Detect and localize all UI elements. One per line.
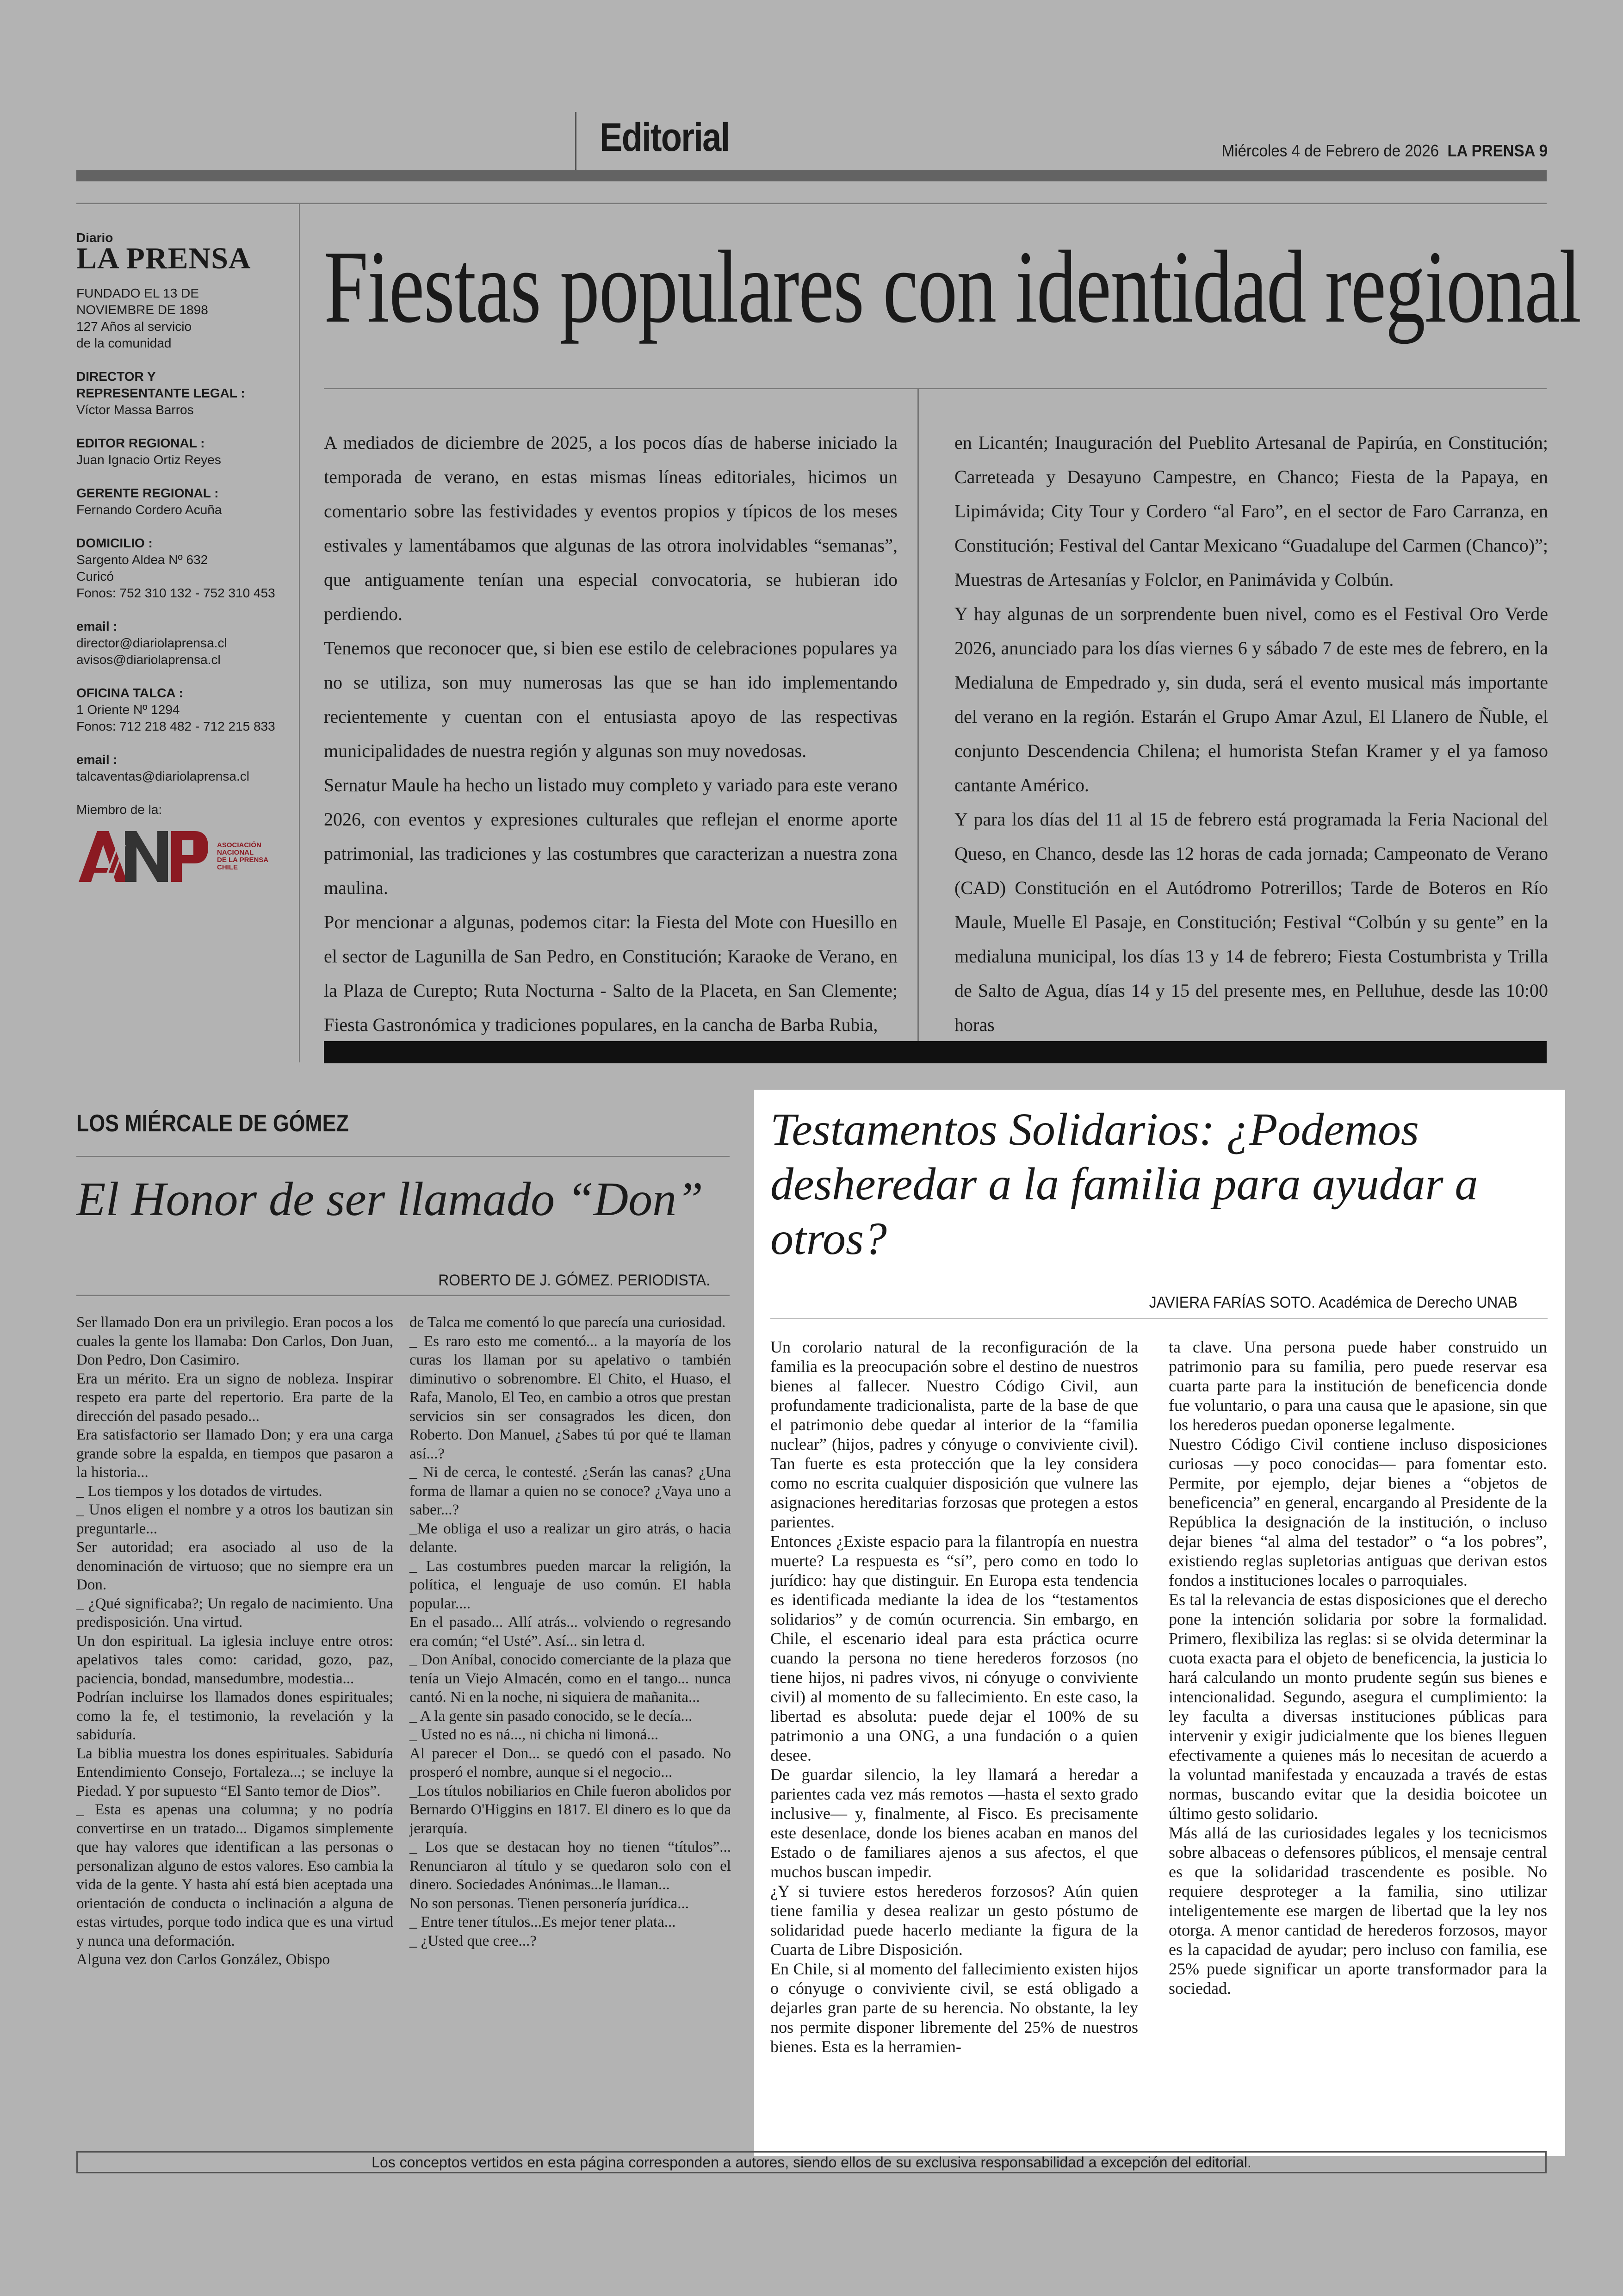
director-name: Víctor Massa Barros (76, 403, 194, 417)
column-paragraph: _ Los que se destacan hoy no tienen “títulos”... Renunciaron al título y se quedaron solo con el dinero. Sociedades Anónimas...le llaman... (409, 1839, 731, 1893)
masthead-editor (76, 435, 294, 468)
column-paragraph: _ A la gente sin pasado conocido, se le decía... (409, 1707, 693, 1725)
column-paragraph: _ Entre tener títulos...Es mejor tener plata... (409, 1914, 676, 1930)
editorial-paragraph: Tenemos que reconocer que, si bien ese estilo de celebraciones populares ya no se utiliza, son muy numerosas las que se han ido implementando recientemente y cuentan con el entusiasta apoyo de las respectivas municipalidades de nuestra región y algunas son muy novedosas. (324, 638, 898, 761)
opinion-paragraph: Entonces ¿Existe espacio para la filantropía en nuestra muerte? La respuesta es “sí”, pero como en todo lo jurídico: hay que distinguir. En Europa esta tendencia es identificada mediante la idea de los “testamentos solidarios” y de común ocurrencia. Sin embargo, en Chile, el escenario ideal para esta práctica ocurre cuando la persona no tiene herederos forzosos (no tiene hijos, ni padres vivos, ni cónyuge o conviviente civil) al momento de su fallecimiento. En este caso, la libertad es absoluta: puede dejar el 100% de su patrimonio a una ONG, a una fundación o a quien desee. (770, 1532, 1138, 1764)
masthead-talca-email (76, 751, 294, 785)
anp-logo-icon (76, 826, 211, 887)
editorial-rule (324, 388, 1547, 389)
opinion-paragraph: Un corolario natural de la reconfiguración de la familia es la preocupación sobre el destino de nuestros bienes al fallecer. Nuestro Código Civil, aun profundamente tradicionalista, parte de la base de que el patrimonio debe quedar al interior de la “familia nuclear” (hijos, padres y cónyuge o conviviente civil). Tan fuerte es esta protección que la ley considera como no escrita cualquier disposición que vulnere las asignaciones hereditarias forzosas que protegen a estos parientes. (770, 1338, 1138, 1531)
masthead-diario: Diario (76, 230, 113, 245)
column-rule (76, 1156, 730, 1157)
editorial-black-bar (324, 1041, 1547, 1063)
editorial-paragraph: A mediados de diciembre de 2025, a los pocos días de haberse iniciado la temporada de verano, en estas mismas líneas editoriales, hicimos un comentario sobre las festividades y eventos propios y típicos de los meses estivales y lamentábamos que algunas de las otrora inolvidables “semanas”, que antiguamente tenían una especial convocatoria, se hubieran ido perdiendo. (324, 432, 898, 624)
column-paragraph: _Los títulos nobiliarios en Chile fueron abolidos por Bernardo O'Higgins en 1817. El dinero es lo que da jerarquía. (409, 1782, 731, 1837)
column-paragraph: _ ¿Usted que cree...? (409, 1932, 537, 1949)
column-paragraph: Un don espiritual. La iglesia incluye entre otros: apelativos tales como: caridad, gozo, paz, paciencia, bondad, mansedumbre, modestia... (76, 1632, 393, 1687)
editorial-paragraph: Y hay algunas de un sorprendente buen nivel, como es el Festival Oro Verde 2026, anunciado para los días viernes 6 y sábado 7 de este mes de febrero, en la Medialuna de Empedrado y, sin duda, será el evento musical más importante del verano en la región. Estarán el Grupo Amar Azul, El Llanero de Ñuble, el conjunto Descendencia Chilena; el humorista Stefan Kramer y el ya famoso cantante Américo. (954, 603, 1548, 795)
opinion-paragraph: De guardar silencio, la ley llamará a heredar a parientes cada vez más remotos —hasta el sexto grado inclusive— y, finalmente, al Fisco. Es precisamente este desenlace, donde los bienes acaban en manos del Estado o de familiares ajenos a sus afectos, el que muchos buscan impedir. (770, 1765, 1138, 1881)
opinion-column-1 (770, 1337, 1138, 2056)
talca-phone: Fonos: 712 218 482 - 712 215 833 (76, 719, 275, 733)
column-paragraph: _ Esta es apenas una columna; y no podría convertirse en un tratado... Digamos simplemente que hay valores que identifican a las personas o personalizan alguno de estos valores. Eso cambia la vida de la gente. Y hasta ahí está bien aceptada una orientación de conducta o inclinación a alguna de estas virtudes, porque todo indica que es una virtud y nunca una deformación. (76, 1801, 393, 1949)
email-link[interactable]: director@diariolaprensa.cl (76, 636, 227, 650)
section-label: Editorial (600, 115, 730, 160)
column-paragraph: _ Unos eligen el nombre y a otros los bautizan sin preguntarle... (76, 1502, 393, 1537)
editorial-paragraph: Por mencionar a algunas, podemos citar: la Fiesta del Mote con Huesillo en el sector de Lagunilla de San Pedro, en Constitución; Karaoke de Verano, en la Plaza de Curepto; Ruta Nocturna - Salto de la Placeta, en San Clemente; Fiesta Gastronómica y tradiciones populares, en la cancha de Barba Rubia, (324, 912, 898, 1035)
date-text: Miércoles 4 de Febrero de 2026 (1221, 141, 1439, 160)
editor-name: Juan Ignacio Ortiz Reyes (76, 453, 221, 467)
anp-line: NACIONAL (217, 849, 254, 856)
header-divider (575, 112, 576, 170)
column-paragraph: En el pasado... Allí atrás... volviendo o regresando era común; “el Usté”. Así... sin letra d. (409, 1614, 731, 1650)
opinion-paragraph: Nuestro Código Civil contiene incluso disposiciones curiosas —y poco conocidas— para fomentar esto. Permite, por ejemplo, dejar bienes a “objetos de beneficencia” en general, encargando al Presidente de la República la designación de la institución, o incluso dejar bienes “al alma del testador” o “a los pobres”, existiendo reglas supletorias antiguas que derivan estos fondos a instituciones locales o parroquiales. (1169, 1435, 1547, 1589)
masthead-address (76, 535, 294, 602)
column-paragraph: Ser autoridad; era asociado al uso de la denominación de virtuoso; que no siempre era un Don. (76, 1539, 393, 1593)
opinion-paragraph: ta clave. Una persona puede haber construido un patrimonio para su familia, pero puede reservar esa cuarta parte para la institución de beneficencia donde fue voluntario, o para una causa que le apasione, sin que los herederos puedan oponerse legalmente. (1169, 1338, 1547, 1434)
editorial-column-2 (954, 426, 1548, 1042)
column-paragraph: La biblia muestra los dones espirituales. Sabiduría Entendimiento Consejo, Fortaleza...; se incluye la Piedad. Y por supuesto “El Santo temor de Dios”. (76, 1745, 393, 1800)
editorial-column-1 (324, 426, 898, 1042)
founded-line: de la comunidad (76, 336, 172, 350)
opinion-title: Testamentos Solidarios: ¿Podemos desheredar a la familia para ayudar a otros? (770, 1104, 1478, 1264)
column-paragraph: _Me obliga el uso a realizar un giro atrás, o hacia delante. (409, 1520, 731, 1556)
masthead-divider (299, 204, 300, 1062)
anp-line: CHILE (217, 863, 238, 871)
opinion-column-2 (1169, 1337, 1547, 1998)
column-paragraph: Ser llamado Don era un privilegio. Eran pocos a los cuales la gente los llamaba: Don Carlos, Don Juan, Don Pedro, Don Casimiro. (76, 1314, 393, 1368)
paper-page: LA PRENSA 9 (1447, 141, 1548, 160)
member-label: Miembro de la: (76, 802, 162, 817)
column-paragraph: _ Los tiempos y los dotados de virtudes. (76, 1483, 322, 1500)
column-paragraph: _ Usted no es ná..., ni chicha ni limoná... (409, 1726, 658, 1743)
opinion-paragraph: Es tal la relevancia de estas disposiciones que el derecho pone la intención solidaria por sobre la formalidad. Primero, flexibiliza las reglas: si se olvida determinar la cuota exacta para el objeto de beneficencia, la justicia lo hará calculando un monto prudente según sus bienes e intencionalidad. Segundo, asegura el cumplimiento: la ley faculta a diversas instituciones públicas para intervenir y exigir judicialmente que los bienes lleguen efectivamente a quienes más lo necesitan de acuerdo a la voluntad manifestada y encauzada a través de estas normas, buscando evitar que la desidia boicotee un último gesto solidario. (1169, 1590, 1547, 1823)
opinion-paragraph: Más allá de las curiosidades legales y los tecnicismos sobre albaceas o defensores públicos, el mensaje central es que la solidaridad trascendente es posible. No requiere desproteger a la familia, sino utilizar inteligentemente ese margen de libertad que la ley nos otorga. A menor cantidad de herederos forzosos, mayor es la capacidad de ayudar; pero incluso con familia, ese 25% puede significar un aporte transformador para la sociedad. (1169, 1824, 1547, 1998)
editorial-title: Fiestas populares con identidad regional (324, 230, 1581, 344)
anp-line: ASOCIACIÓN (217, 841, 261, 849)
column-paragraph: _ ¿Qué significaba?; Un regalo de nacimiento. Una predisposición. Una virtud. (76, 1595, 393, 1631)
founded-line: NOVIEMBRE DE 1898 (76, 303, 208, 317)
anp-line: DE LA PRENSA (217, 856, 269, 864)
editorial-column-divider (917, 389, 919, 1041)
header-date (1146, 141, 1548, 161)
editor-label: EDITOR REGIONAL : (76, 436, 205, 450)
masthead-email (76, 618, 294, 668)
column-paragraph: _ Don Aníbal, conocido comerciante de la plaza que tenía un Viejo Almacén, como en el tango... nunca cantó. Ni en la noche, ni siquiera de mañanita... (409, 1651, 731, 1706)
masthead-founded (76, 285, 294, 352)
column-paragraph: Era satisfactorio ser llamado Don; y era una carga grande sobre la espalda, en tiempos que pasaron a la historia... (76, 1427, 393, 1481)
column-paragraph: Al parecer el Don... se quedó con el pasado. No prosperó el nombre, aunque si el negocio... (409, 1745, 731, 1781)
column-rule (76, 1295, 730, 1296)
address-label: DOMICILIO : (76, 536, 153, 550)
anp-text (217, 842, 268, 871)
column-paragraph: Alguna vez don Carlos González, Obispo (76, 1951, 330, 1968)
manager-name: Fernando Cordero Acuña (76, 503, 222, 517)
masthead-director (76, 368, 294, 418)
opinion-paragraph: ¿Y si tuviere estos herederos forzosos? Aún quien tiene familia y desea realizar un gesto póstumo de solidaridad puede hacerlo mediante la figura de la Cuarta de Libre Disposición. (770, 1882, 1138, 1959)
column-paragraph: _ Es raro esto me comentó... a la mayoría de los curas los llaman por su apelativo o también diminutivo o sobrenombre. El Chito, el Huaso, el Rafa, Manolo, El Teo, en cambio a otros que prestan servicios sin ser consagrados les dicen, don Roberto. Don Manuel, ¿Sabes tú por qué te llaman así...? (409, 1333, 731, 1462)
email-link[interactable]: avisos@diariolaprensa.cl (76, 652, 221, 667)
header-rule (76, 203, 1547, 204)
opinion-rule (770, 1318, 1548, 1319)
column-byline: ROBERTO DE J. GÓMEZ. PERIODISTA. (438, 1272, 710, 1289)
column-paragraph: de Talca me comentó lo que parecía una curiosidad. (409, 1314, 726, 1331)
founded-line: FUNDADO EL 13 DE (76, 286, 199, 300)
column-text-2 (409, 1313, 731, 1950)
email-label: email : (76, 619, 118, 633)
masthead-logo: LA PRENSA (76, 242, 251, 275)
director-label: DIRECTOR Y (76, 369, 156, 384)
phone-line: Fonos: 752 310 132 - 752 310 453 (76, 586, 275, 600)
talca-label: OFICINA TALCA : (76, 686, 183, 700)
masthead-manager (76, 485, 294, 518)
manager-label: GERENTE REGIONAL : (76, 486, 219, 500)
column-paragraph: _ Ni de cerca, le contesté. ¿Serán las canas? ¿Una forma de llamar a quien no se conoce? ¿Vaya uno a saber...? (409, 1464, 731, 1518)
footer-disclaimer: Los conceptos vertidos en esta página corresponden a autores, siendo ellos de su exclusiva responsabilidad a excepción del editorial. (76, 2151, 1547, 2173)
editorial-paragraph: en Licantén; Inauguración del Pueblito Artesanal de Papirúa, en Constitución; Carreteada y Desayuno Campestre, en Chanco; Fiesta de la Papaya, en Lipimávida; City Tour y Cordero “al Faro”, en el sector de Faro Carranza, en Constitución; Festival del Cantar Mexicano “Guadalupe del Carmen (Chanco)”; Muestras de Artesanías y Folclor, en Panimávida y Colbún. (954, 432, 1548, 590)
opinion-byline: JAVIERA FARÍAS SOTO. Académica de Derecho UNAB (1149, 1294, 1518, 1311)
header-bar (76, 170, 1547, 181)
column-paragraph: No son personas. Tienen personería jurídica... (409, 1895, 689, 1912)
editorial-paragraph: Y para los días del 11 al 15 de febrero está programada la Feria Nacional del Queso, en Chanco, desde las 12 horas de cada jornada; Campeonato de Verano (CAD) Constitución en el Autódromo Potrerillos; Tarde de Boteros en Río Maule, Muelle El Pasaje, en Constitución; Festival “Colbún y su gente” en la medialuna municipal, los días 13 y 14 de febrero; Fiesta Costumbrista y Trilla de Salto de Agua, días 14 y 15 del presente mes, en Pelluhue, desde las 10:00 horas (954, 809, 1548, 1035)
email-link[interactable]: talcaventas@diariolaprensa.cl (76, 769, 249, 783)
column-kicker: LOS MIÉRCALE DE GÓMEZ (76, 1110, 349, 1137)
talca-address: 1 Oriente Nº 1294 (76, 702, 180, 717)
column-paragraph: _ Las costumbres pueden marcar la religión, la política, el lenguaje de uso común. El habla popular.... (409, 1558, 731, 1612)
founded-line: 127 Años al servicio (76, 319, 192, 334)
column-paragraph: Podrían incluirse los llamados dones espirituales; como la fe, el testimonio, la revelación y la sabiduría. (76, 1689, 393, 1743)
column-paragraph: Era un mérito. Era un signo de nobleza. Inspirar respeto era parte del repertorio. Era parte de la dirección del pasado pesado... (76, 1370, 393, 1425)
email-label: email : (76, 752, 118, 767)
editorial-paragraph: Sernatur Maule ha hecho un listado muy completo y variado para este verano 2026, con eventos y expresiones culturales que reflejan el enorme aporte patrimonial, las tradiciones y las costumbres que caracterizan a nuestra zona maulina. (324, 775, 898, 898)
address-line: Sargento Aldea Nº 632 (76, 552, 208, 567)
masthead-talca-office (76, 685, 294, 735)
masthead (76, 231, 294, 887)
anp-logo (76, 826, 294, 887)
opinion-paragraph: En Chile, si al momento del fallecimiento existen hijos o cónyuge o conviviente civil, se está obligado a dejarles gran parte de su herencia. No obstante, la ley nos permite disponer libremente del 25% de nuestros bienes. Esta es la herramien- (770, 1960, 1138, 2056)
column-title: El Honor de ser llamado “Don” (76, 1173, 703, 1226)
address-line: Curicó (76, 569, 114, 583)
column-text-1 (76, 1313, 393, 1969)
director-label: REPRESENTANTE LEGAL : (76, 386, 245, 400)
